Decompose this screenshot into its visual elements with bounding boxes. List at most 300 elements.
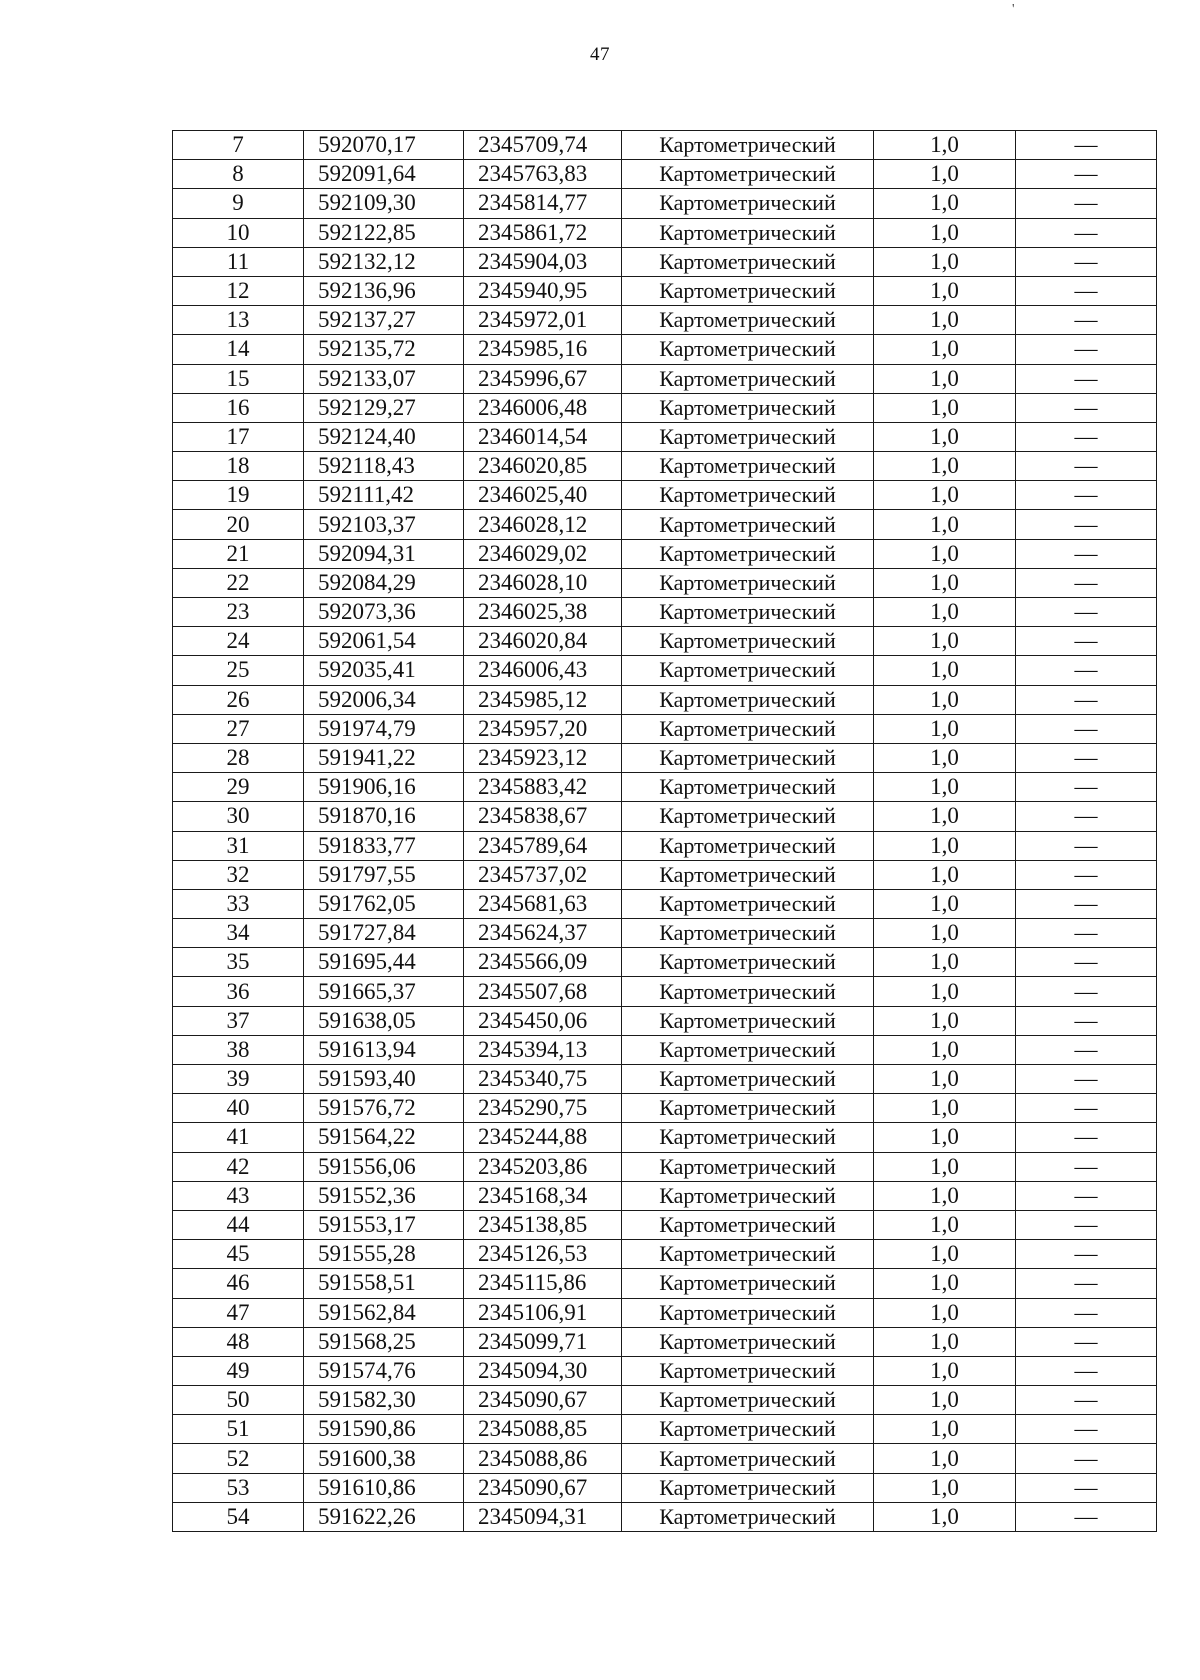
point-number-cell: 40: [173, 1094, 304, 1123]
point-number-cell: 46: [173, 1269, 304, 1298]
accuracy-cell: 1,0: [874, 160, 1016, 189]
y-coordinate-cell: 2345996,67: [464, 364, 622, 393]
coordinates-table: [172, 130, 1157, 1532]
table-row: [173, 1327, 1157, 1356]
table-row: [173, 714, 1157, 743]
note-cell: —: [1016, 743, 1157, 772]
x-coordinate-cell: 591613,94: [304, 1035, 464, 1064]
y-coordinate-cell: 2345244,88: [464, 1123, 622, 1152]
y-coordinate-cell: 2345566,09: [464, 948, 622, 977]
note-cell: —: [1016, 1152, 1157, 1181]
method-cell: Картометрический: [622, 773, 874, 802]
accuracy-cell: 1,0: [874, 1298, 1016, 1327]
x-coordinate-cell: 592129,27: [304, 393, 464, 422]
accuracy-cell: 1,0: [874, 1240, 1016, 1269]
accuracy-cell: 1,0: [874, 919, 1016, 948]
table-row: [173, 276, 1157, 305]
table-row: [173, 1298, 1157, 1327]
point-number-cell: 53: [173, 1473, 304, 1502]
table-row: [173, 919, 1157, 948]
note-cell: —: [1016, 656, 1157, 685]
accuracy-cell: 1,0: [874, 1094, 1016, 1123]
note-cell: —: [1016, 131, 1157, 160]
note-cell: —: [1016, 568, 1157, 597]
note-cell: —: [1016, 889, 1157, 918]
table-row: [173, 977, 1157, 1006]
accuracy-cell: 1,0: [874, 1210, 1016, 1239]
point-number-cell: 12: [173, 276, 304, 305]
method-cell: Картометрический: [622, 539, 874, 568]
method-cell: Картометрический: [622, 510, 874, 539]
x-coordinate-cell: 591974,79: [304, 714, 464, 743]
y-coordinate-cell: 2345957,20: [464, 714, 622, 743]
table-row: [173, 393, 1157, 422]
note-cell: —: [1016, 948, 1157, 977]
point-number-cell: 7: [173, 131, 304, 160]
note-cell: —: [1016, 685, 1157, 714]
y-coordinate-cell: 2345394,13: [464, 1035, 622, 1064]
point-number-cell: 42: [173, 1152, 304, 1181]
y-coordinate-cell: 2345624,37: [464, 919, 622, 948]
method-cell: Картометрический: [622, 1356, 874, 1385]
table-row: [173, 1444, 1157, 1473]
x-coordinate-cell: 592135,72: [304, 335, 464, 364]
point-number-cell: 11: [173, 247, 304, 276]
x-coordinate-cell: 592109,30: [304, 189, 464, 218]
accuracy-cell: 1,0: [874, 1152, 1016, 1181]
y-coordinate-cell: 2345138,85: [464, 1210, 622, 1239]
table-row: [173, 889, 1157, 918]
note-cell: —: [1016, 510, 1157, 539]
accuracy-cell: 1,0: [874, 714, 1016, 743]
accuracy-cell: 1,0: [874, 656, 1016, 685]
method-cell: Картометрический: [622, 1240, 874, 1269]
point-number-cell: 39: [173, 1065, 304, 1094]
x-coordinate-cell: 591695,44: [304, 948, 464, 977]
method-cell: Картометрический: [622, 1327, 874, 1356]
point-number-cell: 34: [173, 919, 304, 948]
method-cell: Картометрический: [622, 1473, 874, 1502]
accuracy-cell: 1,0: [874, 306, 1016, 335]
x-coordinate-cell: 592035,41: [304, 656, 464, 685]
x-coordinate-cell: 591797,55: [304, 860, 464, 889]
accuracy-cell: 1,0: [874, 131, 1016, 160]
accuracy-cell: 1,0: [874, 802, 1016, 831]
accuracy-cell: 1,0: [874, 539, 1016, 568]
method-cell: Картометрический: [622, 831, 874, 860]
accuracy-cell: 1,0: [874, 1065, 1016, 1094]
accuracy-cell: 1,0: [874, 1123, 1016, 1152]
note-cell: —: [1016, 627, 1157, 656]
x-coordinate-cell: 591568,25: [304, 1327, 464, 1356]
point-number-cell: 17: [173, 422, 304, 451]
accuracy-cell: 1,0: [874, 218, 1016, 247]
y-coordinate-cell: 2345814,77: [464, 189, 622, 218]
accuracy-cell: 1,0: [874, 510, 1016, 539]
y-coordinate-cell: 2346029,02: [464, 539, 622, 568]
note-cell: —: [1016, 714, 1157, 743]
y-coordinate-cell: 2345106,91: [464, 1298, 622, 1327]
table-row: [173, 1094, 1157, 1123]
accuracy-cell: 1,0: [874, 860, 1016, 889]
accuracy-cell: 1,0: [874, 1327, 1016, 1356]
point-number-cell: 9: [173, 189, 304, 218]
method-cell: Картометрический: [622, 1123, 874, 1152]
table-row: [173, 948, 1157, 977]
x-coordinate-cell: 592122,85: [304, 218, 464, 247]
table-row: [173, 539, 1157, 568]
table-row: [173, 364, 1157, 393]
accuracy-cell: 1,0: [874, 1386, 1016, 1415]
note-cell: —: [1016, 1298, 1157, 1327]
method-cell: Картометрический: [622, 1210, 874, 1239]
y-coordinate-cell: 2345340,75: [464, 1065, 622, 1094]
y-coordinate-cell: 2345681,63: [464, 889, 622, 918]
table-row: [173, 189, 1157, 218]
x-coordinate-cell: 592070,17: [304, 131, 464, 160]
method-cell: Картометрический: [622, 335, 874, 364]
table-row: [173, 306, 1157, 335]
point-number-cell: 20: [173, 510, 304, 539]
point-number-cell: 13: [173, 306, 304, 335]
x-coordinate-cell: 591833,77: [304, 831, 464, 860]
y-coordinate-cell: 2346025,40: [464, 481, 622, 510]
method-cell: Картометрический: [622, 1152, 874, 1181]
point-number-cell: 44: [173, 1210, 304, 1239]
point-number-cell: 30: [173, 802, 304, 831]
point-number-cell: 10: [173, 218, 304, 247]
y-coordinate-cell: 2345940,95: [464, 276, 622, 305]
accuracy-cell: 1,0: [874, 422, 1016, 451]
accuracy-cell: 1,0: [874, 1415, 1016, 1444]
method-cell: Картометрический: [622, 131, 874, 160]
method-cell: Картометрический: [622, 598, 874, 627]
point-number-cell: 29: [173, 773, 304, 802]
table-row: [173, 743, 1157, 772]
y-coordinate-cell: 2345450,06: [464, 1006, 622, 1035]
x-coordinate-cell: 591556,06: [304, 1152, 464, 1181]
note-cell: —: [1016, 218, 1157, 247]
table-row: [173, 247, 1157, 276]
y-coordinate-cell: 2345088,86: [464, 1444, 622, 1473]
x-coordinate-cell: 592103,37: [304, 510, 464, 539]
accuracy-cell: 1,0: [874, 1502, 1016, 1531]
point-number-cell: 24: [173, 627, 304, 656]
point-number-cell: 45: [173, 1240, 304, 1269]
method-cell: Картометрический: [622, 481, 874, 510]
y-coordinate-cell: 2345923,12: [464, 743, 622, 772]
table-row: [173, 1240, 1157, 1269]
note-cell: —: [1016, 393, 1157, 422]
accuracy-cell: 1,0: [874, 977, 1016, 1006]
point-number-cell: 35: [173, 948, 304, 977]
point-number-cell: 50: [173, 1386, 304, 1415]
accuracy-cell: 1,0: [874, 1035, 1016, 1064]
point-number-cell: 51: [173, 1415, 304, 1444]
y-coordinate-cell: 2345763,83: [464, 160, 622, 189]
accuracy-cell: 1,0: [874, 189, 1016, 218]
y-coordinate-cell: 2345203,86: [464, 1152, 622, 1181]
y-coordinate-cell: 2345094,31: [464, 1502, 622, 1531]
point-number-cell: 23: [173, 598, 304, 627]
table-row: [173, 1386, 1157, 1415]
y-coordinate-cell: 2345290,75: [464, 1094, 622, 1123]
method-cell: Картометрический: [622, 860, 874, 889]
x-coordinate-cell: 591941,22: [304, 743, 464, 772]
method-cell: Картометрический: [622, 685, 874, 714]
accuracy-cell: 1,0: [874, 481, 1016, 510]
point-number-cell: 31: [173, 831, 304, 860]
note-cell: —: [1016, 1210, 1157, 1239]
method-cell: Картометрический: [622, 919, 874, 948]
point-number-cell: 38: [173, 1035, 304, 1064]
accuracy-cell: 1,0: [874, 627, 1016, 656]
method-cell: Картометрический: [622, 627, 874, 656]
method-cell: Картометрический: [622, 1094, 874, 1123]
method-cell: Картометрический: [622, 889, 874, 918]
method-cell: Картометрический: [622, 1386, 874, 1415]
table-row: [173, 510, 1157, 539]
table-row: [173, 131, 1157, 160]
accuracy-cell: 1,0: [874, 452, 1016, 481]
point-number-cell: 49: [173, 1356, 304, 1385]
note-cell: —: [1016, 1065, 1157, 1094]
note-cell: —: [1016, 1035, 1157, 1064]
y-coordinate-cell: 2346014,54: [464, 422, 622, 451]
x-coordinate-cell: 591638,05: [304, 1006, 464, 1035]
point-number-cell: 19: [173, 481, 304, 510]
note-cell: —: [1016, 539, 1157, 568]
table-row: [173, 1152, 1157, 1181]
note-cell: —: [1016, 1415, 1157, 1444]
point-number-cell: 18: [173, 452, 304, 481]
accuracy-cell: 1,0: [874, 393, 1016, 422]
y-coordinate-cell: 2345115,86: [464, 1269, 622, 1298]
note-cell: —: [1016, 802, 1157, 831]
accuracy-cell: 1,0: [874, 1269, 1016, 1298]
method-cell: Картометрический: [622, 218, 874, 247]
accuracy-cell: 1,0: [874, 1473, 1016, 1502]
x-coordinate-cell: 591610,86: [304, 1473, 464, 1502]
method-cell: Картометрический: [622, 247, 874, 276]
method-cell: Картометрический: [622, 1035, 874, 1064]
note-cell: —: [1016, 1181, 1157, 1210]
method-cell: Картометрический: [622, 276, 874, 305]
x-coordinate-cell: 592133,07: [304, 364, 464, 393]
method-cell: Картометрический: [622, 1502, 874, 1531]
note-cell: —: [1016, 598, 1157, 627]
y-coordinate-cell: 2345507,68: [464, 977, 622, 1006]
table-row: [173, 160, 1157, 189]
x-coordinate-cell: 592136,96: [304, 276, 464, 305]
note-cell: —: [1016, 1094, 1157, 1123]
note-cell: —: [1016, 481, 1157, 510]
method-cell: Картометрический: [622, 743, 874, 772]
note-cell: —: [1016, 1123, 1157, 1152]
x-coordinate-cell: 592091,64: [304, 160, 464, 189]
y-coordinate-cell: 2345168,34: [464, 1181, 622, 1210]
point-number-cell: 33: [173, 889, 304, 918]
x-coordinate-cell: 592132,12: [304, 247, 464, 276]
method-cell: Картометрический: [622, 452, 874, 481]
accuracy-cell: 1,0: [874, 948, 1016, 977]
y-coordinate-cell: 2345709,74: [464, 131, 622, 160]
point-number-cell: 54: [173, 1502, 304, 1531]
method-cell: Картометрический: [622, 1006, 874, 1035]
y-coordinate-cell: 2345985,12: [464, 685, 622, 714]
table-row: [173, 218, 1157, 247]
table-row: [173, 1065, 1157, 1094]
note-cell: —: [1016, 773, 1157, 802]
method-cell: Картометрический: [622, 306, 874, 335]
x-coordinate-cell: 592111,42: [304, 481, 464, 510]
note-cell: —: [1016, 276, 1157, 305]
note-cell: —: [1016, 919, 1157, 948]
table-row: [173, 860, 1157, 889]
x-coordinate-cell: 591590,86: [304, 1415, 464, 1444]
accuracy-cell: 1,0: [874, 685, 1016, 714]
point-number-cell: 36: [173, 977, 304, 1006]
point-number-cell: 25: [173, 656, 304, 685]
point-number-cell: 22: [173, 568, 304, 597]
y-coordinate-cell: 2345985,16: [464, 335, 622, 364]
note-cell: —: [1016, 1473, 1157, 1502]
note-cell: —: [1016, 1356, 1157, 1385]
x-coordinate-cell: 592094,31: [304, 539, 464, 568]
y-coordinate-cell: 2345883,42: [464, 773, 622, 802]
point-number-cell: 37: [173, 1006, 304, 1035]
method-cell: Картометрический: [622, 393, 874, 422]
point-number-cell: 41: [173, 1123, 304, 1152]
y-coordinate-cell: 2345789,64: [464, 831, 622, 860]
table-row: [173, 1123, 1157, 1152]
x-coordinate-cell: 591762,05: [304, 889, 464, 918]
y-coordinate-cell: 2346020,85: [464, 452, 622, 481]
table-row: [173, 685, 1157, 714]
y-coordinate-cell: 2345090,67: [464, 1473, 622, 1502]
x-coordinate-cell: 592006,34: [304, 685, 464, 714]
method-cell: Картометрический: [622, 1181, 874, 1210]
y-coordinate-cell: 2345090,67: [464, 1386, 622, 1415]
note-cell: —: [1016, 977, 1157, 1006]
point-number-cell: 48: [173, 1327, 304, 1356]
point-number-cell: 15: [173, 364, 304, 393]
y-coordinate-cell: 2346006,43: [464, 656, 622, 685]
x-coordinate-cell: 591576,72: [304, 1094, 464, 1123]
accuracy-cell: 1,0: [874, 1181, 1016, 1210]
method-cell: Картометрический: [622, 160, 874, 189]
x-coordinate-cell: 592118,43: [304, 452, 464, 481]
table-row: [173, 452, 1157, 481]
y-coordinate-cell: 2345737,02: [464, 860, 622, 889]
coordinates-table-body: [173, 131, 1157, 1532]
table-row: [173, 1181, 1157, 1210]
y-coordinate-cell: 2345099,71: [464, 1327, 622, 1356]
table-row: [173, 1473, 1157, 1502]
accuracy-cell: 1,0: [874, 743, 1016, 772]
point-number-cell: 27: [173, 714, 304, 743]
table-row: [173, 1210, 1157, 1239]
x-coordinate-cell: 591622,26: [304, 1502, 464, 1531]
corner-mark: ': [1012, 2, 1015, 17]
x-coordinate-cell: 591727,84: [304, 919, 464, 948]
method-cell: Картометрический: [622, 1065, 874, 1094]
table-row: [173, 481, 1157, 510]
table-row: [173, 335, 1157, 364]
y-coordinate-cell: 2345094,30: [464, 1356, 622, 1385]
note-cell: —: [1016, 422, 1157, 451]
y-coordinate-cell: 2346006,48: [464, 393, 622, 422]
note-cell: —: [1016, 860, 1157, 889]
note-cell: —: [1016, 306, 1157, 335]
y-coordinate-cell: 2346028,12: [464, 510, 622, 539]
accuracy-cell: 1,0: [874, 1356, 1016, 1385]
table-row: [173, 831, 1157, 860]
point-number-cell: 26: [173, 685, 304, 714]
x-coordinate-cell: 592084,29: [304, 568, 464, 597]
accuracy-cell: 1,0: [874, 889, 1016, 918]
accuracy-cell: 1,0: [874, 1006, 1016, 1035]
x-coordinate-cell: 591562,84: [304, 1298, 464, 1327]
table-row: [173, 656, 1157, 685]
note-cell: —: [1016, 1006, 1157, 1035]
table-row: [173, 568, 1157, 597]
table-row: [173, 598, 1157, 627]
x-coordinate-cell: 592124,40: [304, 422, 464, 451]
method-cell: Картометрический: [622, 189, 874, 218]
x-coordinate-cell: 591555,28: [304, 1240, 464, 1269]
x-coordinate-cell: 591582,30: [304, 1386, 464, 1415]
method-cell: Картометрический: [622, 568, 874, 597]
x-coordinate-cell: 592061,54: [304, 627, 464, 656]
y-coordinate-cell: 2346020,84: [464, 627, 622, 656]
method-cell: Картометрический: [622, 948, 874, 977]
table-row: [173, 1415, 1157, 1444]
table-row: [173, 802, 1157, 831]
point-number-cell: 47: [173, 1298, 304, 1327]
point-number-cell: 14: [173, 335, 304, 364]
note-cell: —: [1016, 1269, 1157, 1298]
method-cell: Картометрический: [622, 977, 874, 1006]
table-row: [173, 1269, 1157, 1298]
table-row: [173, 422, 1157, 451]
note-cell: —: [1016, 452, 1157, 481]
note-cell: —: [1016, 1386, 1157, 1415]
note-cell: —: [1016, 1444, 1157, 1473]
accuracy-cell: 1,0: [874, 1444, 1016, 1473]
page-number: 47: [590, 44, 610, 65]
y-coordinate-cell: 2345972,01: [464, 306, 622, 335]
accuracy-cell: 1,0: [874, 335, 1016, 364]
accuracy-cell: 1,0: [874, 773, 1016, 802]
y-coordinate-cell: 2345088,85: [464, 1415, 622, 1444]
accuracy-cell: 1,0: [874, 364, 1016, 393]
table-row: [173, 627, 1157, 656]
accuracy-cell: 1,0: [874, 598, 1016, 627]
method-cell: Картометрический: [622, 714, 874, 743]
table-row: [173, 1356, 1157, 1385]
x-coordinate-cell: 591593,40: [304, 1065, 464, 1094]
note-cell: —: [1016, 364, 1157, 393]
x-coordinate-cell: 591564,22: [304, 1123, 464, 1152]
method-cell: Картометрический: [622, 1269, 874, 1298]
point-number-cell: 32: [173, 860, 304, 889]
method-cell: Картометрический: [622, 802, 874, 831]
note-cell: —: [1016, 1502, 1157, 1531]
table-row: [173, 1502, 1157, 1531]
point-number-cell: 43: [173, 1181, 304, 1210]
note-cell: —: [1016, 1240, 1157, 1269]
